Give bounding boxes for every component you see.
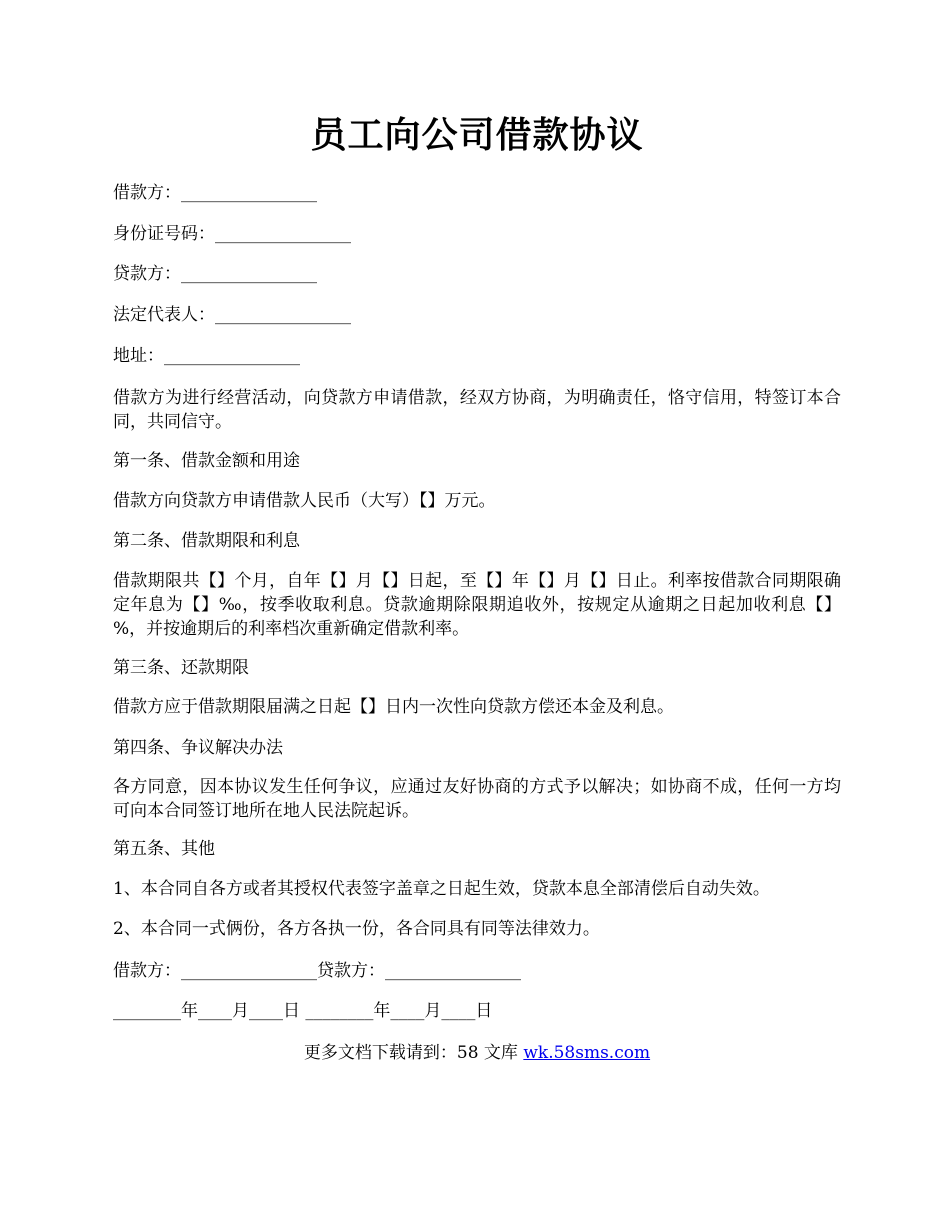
article-2-body: 借款期限共【】个月，自年【】月【】日起，至【】年【】月【】日止。利率按借款合同期限确定年息为【】‰，按季收取利息。贷款逾期除限期追收外，按规定从逾期之日起加收利息【】%，并按逾期后的利率档次重新确定借款利率。 xyxy=(113,571,841,639)
intro-paragraph: 借款方为进行经营活动，向贷款方申请借款，经双方协商，为明确责任，恪守信用，特签订本合同，共同信守。 xyxy=(113,388,841,432)
article-2-heading: 第二条、借款期限和利息 xyxy=(113,531,300,551)
article-5-clause-2: 2、本合同一式俩份，各方各执一份，各合同具有同等法律效力。 xyxy=(113,919,600,939)
document-title: 员工向公司借款协议 xyxy=(310,114,644,156)
article-1-heading: 第一条、借款金额和用途 xyxy=(113,451,300,471)
date-line: ________年____月____日 ________年____月____日 xyxy=(113,1001,493,1021)
footer-text: 更多文档下载请到：58 文库 xyxy=(303,1043,524,1063)
legal-rep-field: 法定代表人：________________ xyxy=(113,305,351,325)
footer-link[interactable]: wk.58sms.com xyxy=(523,1043,651,1063)
id-number-field: 身份证号码：________________ xyxy=(113,224,351,244)
article-5-heading: 第五条、其他 xyxy=(113,839,215,859)
borrower-field: 借款方：________________ xyxy=(113,183,317,203)
footer xyxy=(113,1041,841,1065)
lender-field: 贷款方：________________ xyxy=(113,264,317,284)
article-4-heading: 第四条、争议解决办法 xyxy=(113,738,283,758)
article-5-clause-1: 1、本合同自各方或者其授权代表签字盖章之日起生效，贷款本息全部清偿后自动失效。 xyxy=(113,879,770,899)
signature-line: 借款方：________________贷款方：________________ xyxy=(113,961,521,981)
article-1-body: 借款方向贷款方申请借款人民币（大写）【】万元。 xyxy=(113,491,496,511)
address-field: 地址：________________ xyxy=(113,346,300,366)
article-3-body: 借款方应于借款期限届满之日起【】日内一次性向贷款方偿还本金及利息。 xyxy=(113,697,674,717)
article-4-body: 各方同意，因本协议发生任何争议，应通过友好协商的方式予以解决；如协商不成，任何一方均可向本合同签订地所在地人民法院起诉。 xyxy=(113,777,841,821)
article-3-heading: 第三条、还款期限 xyxy=(113,658,249,678)
